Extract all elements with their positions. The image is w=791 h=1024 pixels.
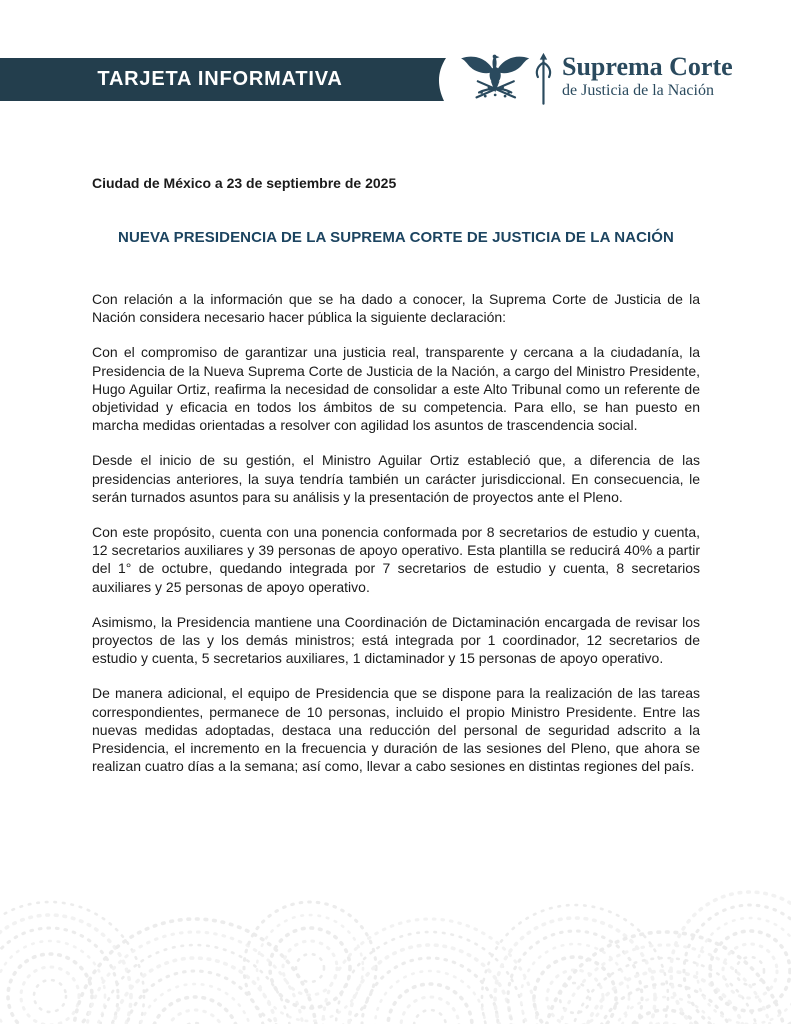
dateline: Ciudad de México a 23 de septiembre de 2025	[92, 175, 397, 191]
paragraph-3: Desde el inicio de su gestión, el Ministro Aguilar Ortiz estableció que, a diferencia de las presidencias anteriores, la suya tendría también un carácter jurisdiccional. En consecuencia, le serán turnados asuntos para su análisis y la presentación de proyectos ante el Pleno.	[92, 452, 700, 505]
document-title: NUEVA PRESIDENCIA DE LA SUPREMA CORTE DE JUSTICIA DE LA NACIÓN	[118, 229, 674, 246]
tarjeta-informativa-banner	[0, 58, 447, 101]
paragraph-6: De manera adicional, el equipo de Presidencia que se dispone para la realización de las tareas correspondientes, permanece de 10 personas, incluido el propio Ministro Presidente. Entre las nuevas medidas adoptadas, destaca una reducción del personal de seguridad adscrito a la Presidencia, el incremento en la frecuencia y duración de las sesiones del Pleno, que ahora se realizan cuatro días a la semana; así como, llevar a cabo sesiones en distintas regiones del país.	[92, 685, 700, 775]
dotted-circles-watermark	[0, 876, 791, 1024]
paragraph-2: Con el compromiso de garantizar una justicia real, transparente y cercana a la ciudadanía, la Presidencia de la Nueva Suprema Corte de Justicia de la Nación, a cargo del Ministro Presidente, Hugo Aguilar Ortiz, reafirma la necesidad de consolidar a este Alto Tribunal como un referente de objetividad y eficacia en todos los ámbitos de su competencia. Para ello, se han puesto en marcha medidas orientadas a resolver con agilidad los asuntos de trascendencia social.	[92, 344, 700, 434]
paragraph-4: Con este propósito, cuenta con una ponencia conformada por 8 secretarios de estudio y cuenta, 12 secretarios auxiliares y 39 personas de apoyo operativo. Esta plantilla se reducirá 40% a partir del 1° de octubre, quedando integrada por 7 secretarios de estudio y cuenta, 8 secretarios auxiliares y 25 personas de apoyo operativo.	[92, 524, 700, 595]
paragraph-5: Asimismo, la Presidencia mantiene una Coordinación de Dictaminación encargada de revisar los proyectos de las y los demás ministros; está integrada por 1 coordinador, 12 secretarios de estudio y cuenta, 5 secretarios auxiliares, 1 dictaminador y 15 personas de apoyo operativo.	[92, 613, 700, 667]
banner-title: TARJETA INFORMATIVA	[97, 68, 343, 90]
eagle-emblem-icon	[458, 51, 554, 111]
logo-subtitle: de Justicia de la Nación	[562, 81, 714, 99]
scjn-logo	[458, 51, 733, 111]
logo-text	[562, 51, 733, 99]
paragraph-1: Con relación a la información que se ha dado a conocer, la Suprema Corte de Justicia de la Nación considera necesario hacer pública la siguiente declaración:	[92, 291, 700, 326]
logo-title: Suprema Corte	[562, 52, 733, 81]
document-body	[92, 175, 700, 775]
